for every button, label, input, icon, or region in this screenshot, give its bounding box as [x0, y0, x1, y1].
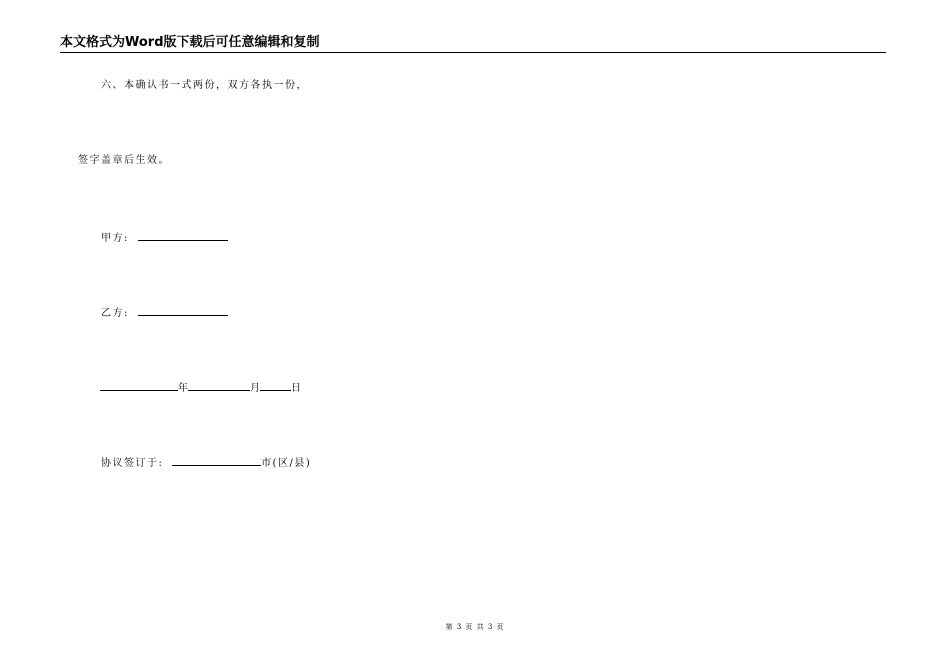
party-b-label: 乙方:: [101, 308, 129, 319]
signing-place-blank[interactable]: [172, 454, 261, 466]
month-blank[interactable]: [188, 379, 250, 391]
signing-place-label: 协议签订于:: [101, 458, 164, 469]
signing-place-suffix: 市(区/县): [261, 458, 312, 469]
party-b-line: [101, 304, 228, 321]
day-label: 日: [291, 383, 301, 394]
header-title: 本文格式为Word版下载后可任意编辑和复制: [60, 35, 320, 50]
signing-place-line: [101, 454, 311, 471]
year-label: 年: [178, 383, 188, 394]
year-blank[interactable]: [100, 379, 178, 391]
party-a-label: 甲方:: [101, 233, 129, 244]
date-line: [100, 379, 301, 396]
month-label: 月: [250, 383, 260, 394]
clause-six-line-1: 六、本确认书一式两份，双方各执一份，: [101, 80, 308, 91]
party-a-signature-blank[interactable]: [138, 229, 228, 241]
page-footer: 第 3 页 共 3 页: [445, 623, 505, 631]
page-header: [60, 34, 886, 53]
party-b-signature-blank[interactable]: [138, 304, 228, 316]
day-blank[interactable]: [260, 379, 291, 391]
clause-six-line-2: 签字盖章后生效。: [78, 155, 170, 166]
party-a-line: [101, 229, 228, 246]
